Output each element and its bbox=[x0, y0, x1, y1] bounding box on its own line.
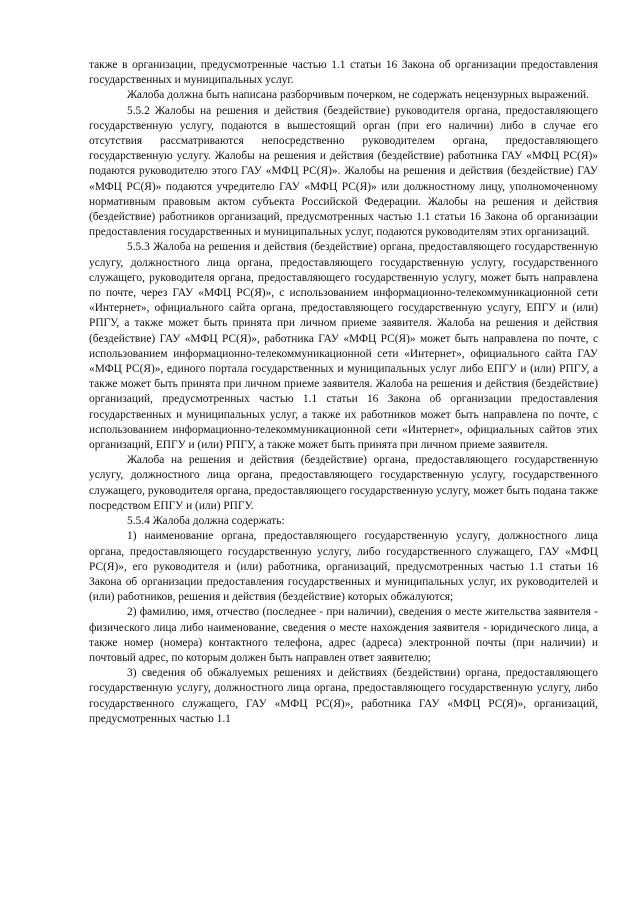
list-item-2: 2) фамилию, имя, отчество (последнее - при наличии), сведения о месте жительства заявителя - физического лица либо наименование, сведения о месте нахождения заявителя - юридического лица, а также номер (номера) контактного телефона, адрес (адреса) электронной почты (при наличии) и почтовый адрес, по которым должен быть направлен ответ заявителю; bbox=[89, 606, 598, 664]
list-item-1: 1) наименование органа, предоставляющего государственную услугу, должностного лица органа, предоставляющего государственную услугу, либо государственного служащего, ГАУ «МФЦ РС(Я)», его руководителя и (или) работника, организаций, предусмотренных частью 1.1 статьи 16 Закона об организации предоставления государственных и муниципальных услуг, их руководителей и (или) работников, решения и действия (бездействие) которых обжалуются; bbox=[89, 530, 598, 604]
paragraph-handwriting-requirement: Жалоба должна быть написана разборчивым почерком, не содержать нецензурных выражений. bbox=[127, 89, 589, 102]
paragraph-5-5-3: 5.5.3 Жалоба на решения и действия (бездействие) органа, предоставляющего государственную услугу, должностного лица органа, предоставляющего государственную услугу, государственного служащего, руководителя органа, предоставляющего государственную услугу, может быть направлена по почте, через ГАУ «МФЦ РС(Я)», с использованием информационно-телекоммуникационной сети «Интернет», официального сайта органа, предоставляющего государственную услугу, ЕПГУ и (или) РПГУ, а также может быть принята при личном приеме заявителя. Жалоба на решения и действия (бездействие) ГАУ «МФЦ РС(Я)», работника ГАУ «МФЦ РС(Я)» может быть направлена по почте, с использованием информационно-телекоммуникационной сети «Интернет», официального сайта ГАУ «МФЦ РС(Я)», единого портала государственных и муниципальных услуг либо ЕПГУ и (или) РПГУ, а также может быть принята при личном приеме заявителя. Жалоба на решения и действия (бездействие) организаций, предусмотренных частью 1.1 статьи 16 Закона об организации предоставления государственных и муниципальных услуг, а также их работников может быть направлена по почте, с использованием информационно-телекоммуникационной сети «Интернет», официальных сайтов этих организаций, ЕПГУ и (или) РПГУ, а также может быть принята при личном приеме заявителя. bbox=[89, 241, 598, 452]
document-page bbox=[89, 58, 598, 727]
list-item-3: 3) сведения об обжалуемых решениях и действиях (бездействии) органа, предоставляющего государственную услугу, должностного лица органа, предоставляющего государственную услугу, либо государственного служащего, ГАУ «МФЦ РС(Я)», работника ГАУ «МФЦ РС(Я)», организаций, предусмотренных частью 1.1 bbox=[89, 667, 598, 725]
paragraph-5-5-2: 5.5.2 Жалобы на решения и действия (бездействие) руководителя органа, предоставляющего государственную услугу, подаются в вышестоящий орган (при его наличии) либо в случае его отсутствия рассматриваются непосредственно руководителем органа, предоставляющего государственную услугу. Жалобы на решения и действия (бездействие) работника ГАУ «МФЦ РС(Я)» подаются руководителю этого ГАУ «МФЦ РС(Я)». Жалобы на решения и действия (бездействие) ГАУ «МФЦ РС(Я)» подаются учредителю ГАУ «МФЦ РС(Я)» или должностному лицу, уполномоченному нормативным правовым актом субъекта Российской Федерации. Жалобы на решения и действия (бездействие) работников организаций, предусмотренных частью 1.1 статьи 16 Закона об организации предоставления государственных и муниципальных услуг, подаются руководителям этих организаций. bbox=[89, 104, 598, 239]
paragraph-5-5-4: 5.5.4 Жалоба должна содержать: bbox=[127, 515, 285, 528]
paragraph-continuation: также в организации, предусмотренные частью 1.1 статьи 16 Закона об организации предоставления государственных и муниципальных услуг. bbox=[89, 59, 598, 87]
paragraph-epgu-submission: Жалоба на решения и действия (бездействие) органа, предоставляющего государственную услугу, должностного лица органа, предоставляющего государственную услугу, государственного служащего, руководителя органа, предоставляющего государственную услугу, может быть подана также посредством ЕПГУ и (или) РПГУ. bbox=[89, 454, 598, 512]
